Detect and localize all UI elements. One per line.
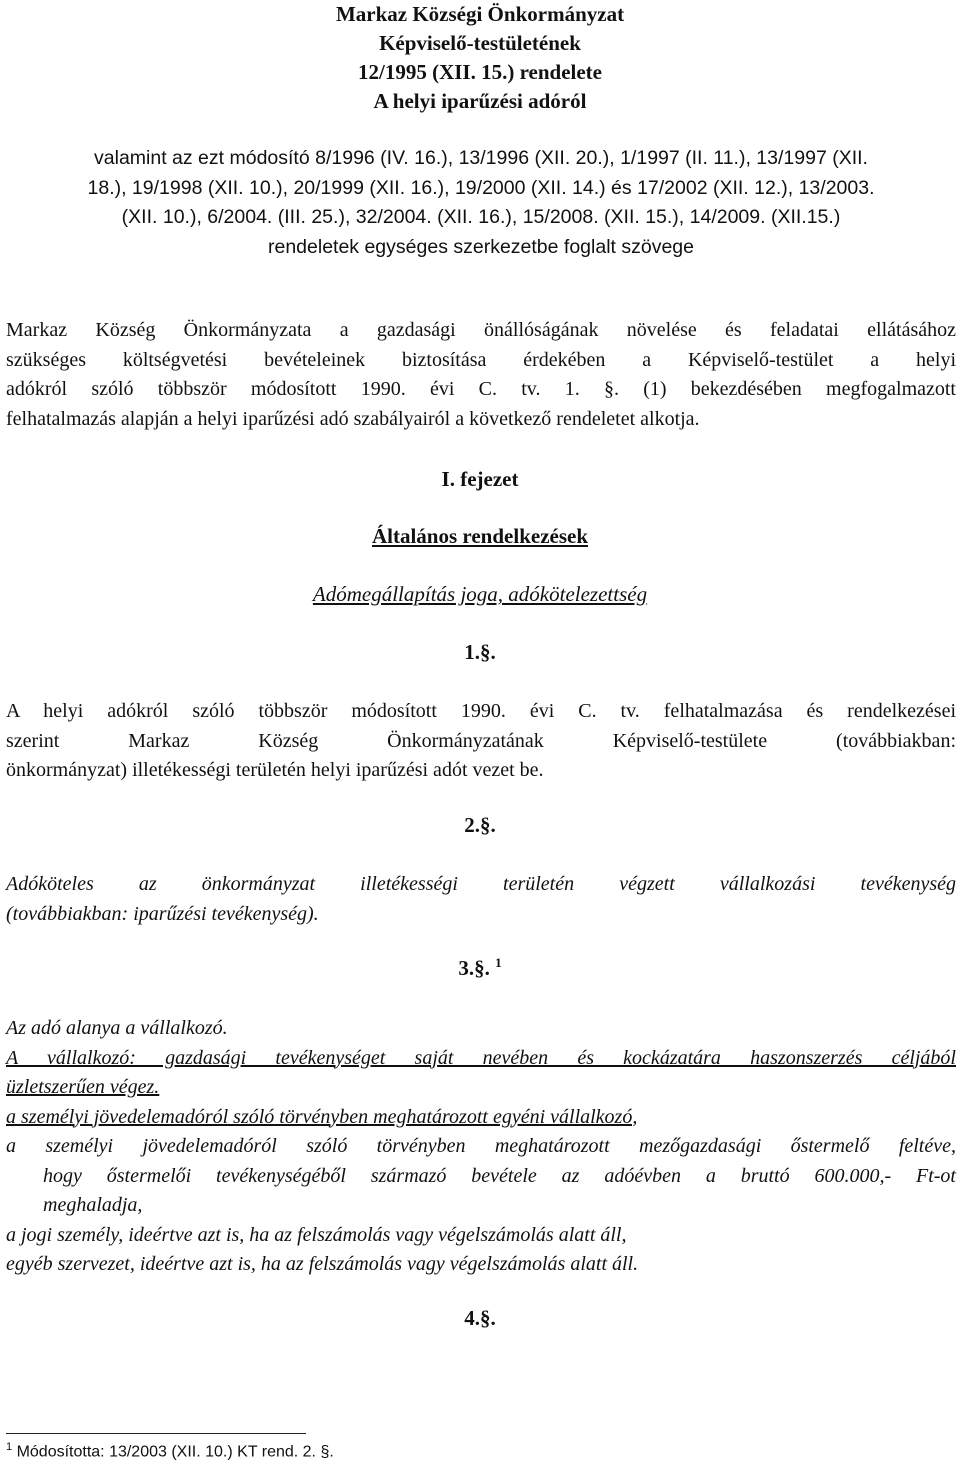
- amendments-block: [6, 144, 956, 262]
- chapter-title: Általános rendelkezések: [371, 524, 589, 548]
- footnote-divider: [6, 1433, 306, 1434]
- chapter-number: I. fejezet: [441, 467, 519, 491]
- preamble-line: szükséges költségvetési bevételeinek biztosítása érdekében a Képviselő-testület a helyi: [6, 348, 956, 371]
- section-line: Az adó alanya a vállalkozó.: [6, 1017, 228, 1039]
- section-2-text: [6, 870, 956, 929]
- section-line: (továbbiakban: iparűzési tevékenység).: [6, 902, 319, 925]
- preamble-line: felhatalmazás alapján a helyi iparűzési adó szabályairól a következő rendeletet alkotja.: [6, 407, 700, 430]
- amendment-line: (XII. 10.), 6/2004. (III. 25.), 32/2004. (XII. 16.), 15/2008. (XII. 15.), 14/2009. (XII.15.): [121, 206, 841, 228]
- title-line: 12/1995 (XII. 15.) rendelete: [358, 60, 602, 84]
- section-line: egyéb szervezet, ideértve azt is, ha az felszámolás vagy végelszámolás alatt áll.: [6, 1253, 639, 1275]
- section-line: üzletszerűen végez.: [6, 1076, 160, 1098]
- section-2-label: 2.§.: [464, 813, 496, 837]
- section-3-text: [6, 1014, 956, 1280]
- section-line: a személyi jövedelemadóról szóló törvényben meghatározott mezőgazdasági őstermelő feltéve,: [6, 1135, 956, 1157]
- chapter-subtitle: Adómegállapítás joga, adókötelezettség: [312, 582, 648, 606]
- title-line: Képviselő-testületének: [379, 31, 581, 55]
- section-line: A vállalkozó: gazdasági tevékenységet saját nevében és kockázatára haszonszerzés céljából: [6, 1046, 956, 1069]
- section-line: a jogi személy, ideértve azt is, ha az felszámolás vagy végelszámolás alatt áll,: [6, 1223, 627, 1246]
- preamble-line: Markaz Község Önkormányzata a gazdasági önállóságának növelése és feladatai ellátásához: [6, 319, 956, 341]
- footnote-text: Módosította: 13/2003 (XII. 10.) KT rend. 2. §.: [12, 1443, 334, 1461]
- section-4-label: 4.§.: [464, 1306, 496, 1330]
- section-line: a személyi jövedelemadóról szóló törvényben meghatározott egyéni vállalkozó,: [6, 1105, 638, 1128]
- section-line: hogy őstermelői tevékenységéből származó bevétele az adóévben a bruttó 600.000,- Ft-ot: [43, 1164, 956, 1187]
- preamble-line: adókról szóló többször módosított 1990. évi C. tv. 1. §. (1) bekezdésében megfogalmazott: [6, 378, 956, 400]
- section-1-label: 1.§.: [464, 640, 496, 664]
- title-line: Markaz Községi Önkormányzat: [335, 2, 625, 26]
- amendment-line: 18.), 19/1998 (XII. 10.), 20/1999 (XII. 16.), 19/2000 (XII. 14.) és 17/2002 (XII. 12.), 13/2003.: [87, 176, 875, 199]
- section-line: önkormányzat) illetékességi területén helyi iparűzési adót vezet be.: [6, 759, 544, 781]
- title-line: A helyi iparűzési adóról: [373, 89, 587, 113]
- section-line: Adóköteles az önkormányzat illetékességi területén végzett vállalkozási tevékenység: [6, 873, 956, 895]
- section-1-text: [6, 697, 956, 786]
- document-title: [0, 0, 960, 116]
- section-line: szerint Markaz Község Önkormányzatának Képviselő-testülete (továbbiakban:: [6, 729, 956, 752]
- section-line: A helyi adókról szóló többször módosított 1990. évi C. tv. felhatalmazása és rendelkezései: [6, 700, 956, 722]
- section-line: meghaladja,: [43, 1194, 143, 1216]
- footnote-number: 1: [6, 1441, 13, 1453]
- section-3-label-text: 3.§.: [458, 956, 490, 980]
- footnote: [6, 1441, 334, 1461]
- section-3-label: [0, 955, 960, 981]
- amendment-line: rendeletek egységes szerkezetbe foglalt szövege: [267, 235, 694, 258]
- amendment-line: valamint az ezt módosító 8/1996 (IV. 16.), 13/1996 (XII. 20.), 1/1997 (II. 11.), 13/1997 (XII.: [94, 147, 868, 169]
- preamble-paragraph: [6, 316, 956, 434]
- footnote-ref: 1: [495, 955, 502, 970]
